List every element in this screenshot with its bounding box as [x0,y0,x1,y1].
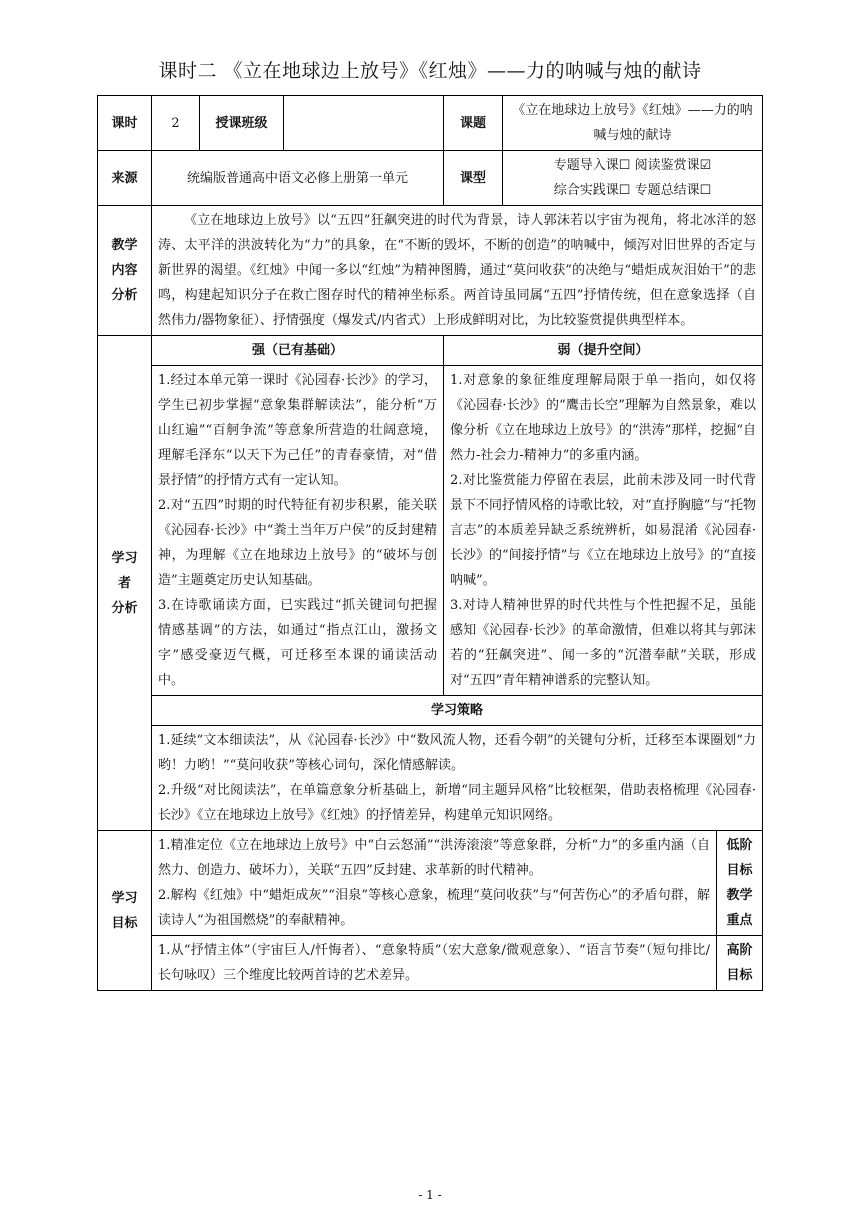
objectives-low-row [98,831,763,936]
class-label: 授课班级 [200,96,284,151]
weak-item: 1.对意象的象征维度理解局限于单一指向，如仅将《沁园春·长沙》的“鹰击长空”理解为自然景象，难以像分析《立在地球边上放号》的“洪涛”那样，挖掘“自然力-社会力-精神力”的多重内涵。 [450,373,757,463]
objectives-high-row [98,936,763,991]
high-objectives [152,936,717,991]
strong-content [152,366,444,696]
strategy-header: 学习策略 [152,696,763,726]
low-objective-item: 2.解构《红烛》中“蜡炬成灰”“泪泉”等核心意象，梳理“莫问收获”与“何苦伤心”的矛盾句群，解读诗人“为祖国燃烧”的奉献精神。 [158,888,710,928]
strategy-item: 2.升级“对比阅读法”，在单篇意象分析基础上，新增“同主题异风格”比较框架，借助表格梳理《沁园春·长沙》《立在地球边上放号》《红烛》的抒情差异，构建单元知识网络。 [158,783,757,823]
content-analysis-row [98,206,763,336]
strategy-header-row [98,696,763,726]
strong-header: 强（已有基础） [152,336,444,366]
info-row-source [98,151,763,206]
strong-item: 2.对“五四”时期的时代特征有初步积累，能关联《沁园春·长沙》中“粪土当年万户侯”的反封建精神，为理解《立在地球边上放号》的“破坏与创造”主题奠定历史认知基础。 [158,498,437,588]
lesson-value: 2 [152,96,200,151]
strategy-item: 1.延续“文本细读法”，从《沁园春·长沙》中“数风流人物，还看今朝”的关键句分析，迁移至本课圈划“力哟！力哟！”“莫问收获”等核心词句，深化情感解读。 [158,733,757,773]
content-analysis-text: 《立在地球边上放号》以“五四”狂飙突进的时代为背景，诗人郭沫若以宇宙为视角，将北冰洋的怒涛、太平洋的洪波转化为“力”的具象，在“不断的毁坏，不断的创造”的呐喊中，倾泻对旧世界的否定与新世界的渴望。《红烛》中闻一多以“红烛”为精神图腾，通过“莫问收获”的决绝与“蜡炬成灰泪始干”的悲鸣，构建起知识分子在救亡图存时代的精神坐标系。两首诗虽同属“五四”抒情传统，但在意象选择（自然伟力/器物象征）、抒情强度（爆发式/内省式）上形成鲜明对比，为比较鉴赏提供典型样本。 [152,206,763,336]
weak-header: 弱（提升空间） [444,336,763,366]
page-title: 课时二 《立在地球边上放号》《红烛》——力的呐喊与烛的献诗 [158,60,702,82]
topic-label: 课题 [444,96,503,151]
low-objectives [152,831,717,936]
low-objective-item: 1.精准定位《立在地球边上放号》中“白云怒涌”“洪涛滚滚”等意象群，分析“力”的多重内涵（自然力、创造力、破坏力），关联“五四”反封建、求革新的时代精神。 [158,838,710,878]
lesson-label: 课时 [98,96,152,151]
strategy-content [152,726,763,831]
high-objective-item: 1.从“抒情主体”（宇宙巨人/忏悔者）、“意象特质”（宏大意象/微观意象）、“语言节奏”（短句排比/长句咏叹）三个维度比较两首诗的艺术差异。 [158,943,710,983]
strong-item: 3.在诗歌诵读方面，已实践过“抓关键词句把握情感基调”的方法，如通过“指点江山，激扬文字”感受豪迈气概，可迁移至本课的诵读活动中。 [158,598,437,688]
objectives-label: 学习 目标 [98,831,152,991]
lesson-plan-table [97,95,763,991]
type-options-line1: 专题导入课☐ 阅读鉴赏课☑ [553,158,712,173]
type-options-line2: 综合实践课☐ 专题总结课☐ [553,183,712,198]
weak-item: 3.对诗人精神世界的时代共性与个性把握不足，虽能感知《沁园春·长沙》的革命激情，但难以将其与郭沫若的“狂飙突进”、闻一多的“沉潜奉献”关联，形成对“五四”青年精神谱系的完整认知。 [450,598,757,688]
content-analysis-label: 教学 内容 分析 [98,206,152,336]
weak-item: 2.对比鉴赏能力停留在表层，此前未涉及同一时代背景下不同抒情风格的诗歌比较，对“直抒胸臆”与“托物言志”的本质差异缺乏系统辨析，如易混淆《沁园春·长沙》的“间接抒情”与《立在地球边上放号》的“直接呐喊”。 [450,473,757,588]
high-objective-side-label: 高阶 目标 [717,936,763,991]
learner-content-row [98,366,763,696]
topic-value: 《立在地球边上放号》《红烛》——力的呐喊与烛的献诗 [503,96,763,151]
learner-header-row [98,336,763,366]
low-objective-side-label: 低阶 目标 教学 重点 [717,831,763,936]
source-value: 统编版普通高中语文必修上册第一单元 [152,151,444,206]
source-label: 来源 [98,151,152,206]
strong-item: 1.经过本单元第一课时《沁园春·长沙》的学习，学生已初步掌握“意象集群解读法”，能分析“万山红遍”“百舸争流”等意象所营造的壮阔意境，理解毛泽东“以天下为己任”的青春豪情，对“借景抒情”的抒情方式有一定认知。 [158,373,437,488]
weak-content [444,366,763,696]
learner-analysis-label: 学习 者 分析 [98,336,152,831]
page-number: - 1 - [418,1188,442,1202]
type-options [503,151,763,206]
info-row-lesson [98,96,763,151]
class-value [284,96,444,151]
type-label: 课型 [444,151,503,206]
strategy-content-row [98,726,763,831]
